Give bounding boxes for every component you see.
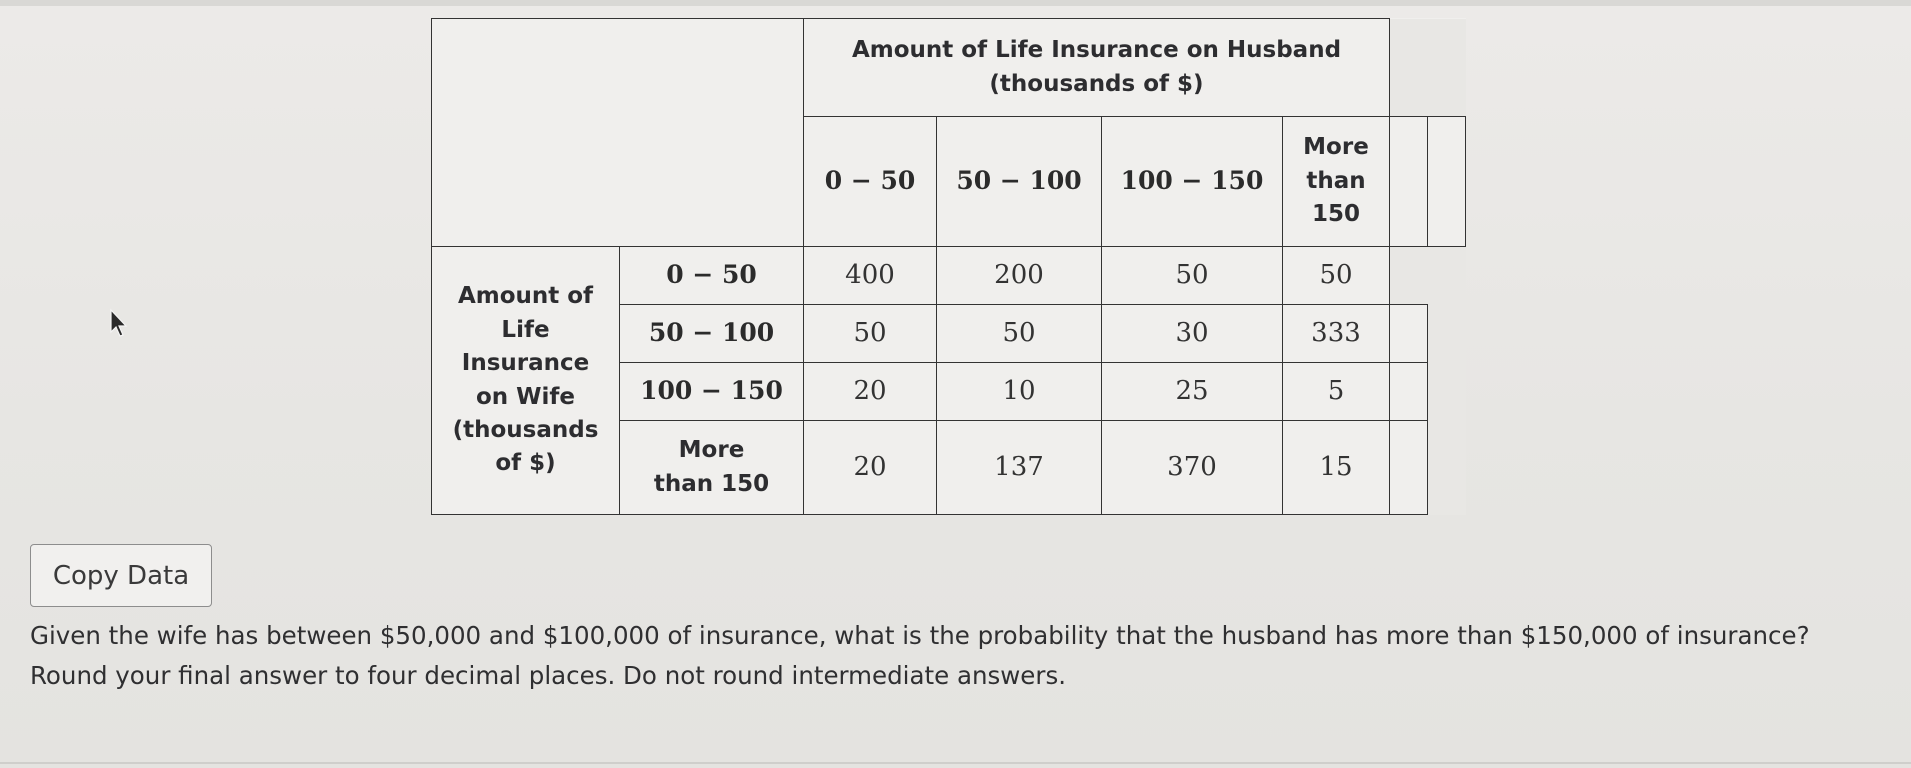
row-filler-cell	[1428, 305, 1466, 363]
row-header-line1: Amount of	[457, 283, 594, 310]
column-header-title-line1: Amount of Life Insurance on Husband	[851, 37, 1342, 64]
row-filler-cell	[1428, 421, 1466, 515]
col-header-more-line1: More	[1303, 134, 1369, 161]
row-header-line3: Insurance	[461, 350, 590, 377]
row-header-line5: (thousands	[452, 416, 599, 443]
question-text	[30, 616, 1890, 696]
col-header-0-50: 0 − 50	[804, 117, 937, 247]
corner-cell	[432, 19, 804, 247]
table-cell: 20	[804, 363, 937, 421]
column-header-title	[804, 19, 1390, 117]
row-header-0-50: 0 − 50	[620, 247, 804, 305]
table-cell: 333	[1283, 305, 1390, 363]
column-header-title-line2: (thousands of $)	[989, 70, 1204, 97]
table-cell: 10	[937, 363, 1102, 421]
mouse-cursor-icon	[109, 308, 131, 338]
col-header-50-100: 50 − 100	[937, 117, 1102, 247]
table-cell: 20	[804, 421, 937, 515]
table-cell: 30	[1102, 305, 1283, 363]
table-cell: 50	[1102, 247, 1283, 305]
contingency-table	[431, 18, 1466, 515]
question-line2: Round your final answer to four decimal places. Do not round intermediate answers.	[30, 661, 1066, 690]
copy-data-button[interactable]: Copy Data	[30, 544, 212, 607]
empty-column-cell	[1428, 117, 1466, 247]
col-header-100-150: 100 − 150	[1102, 117, 1283, 247]
row-header-more-line1: More	[678, 437, 745, 464]
header-filler-cell	[1390, 19, 1466, 117]
table-cell: 50	[804, 305, 937, 363]
empty-column-cell	[1390, 363, 1428, 421]
row-header-more-than-150	[620, 421, 804, 515]
table-cell: 400	[804, 247, 937, 305]
row-header-50-100: 50 − 100	[620, 305, 804, 363]
table-cell: 5	[1283, 363, 1390, 421]
table-cell: 50	[1283, 247, 1390, 305]
table-cell: 25	[1102, 363, 1283, 421]
table-cell: 50	[937, 305, 1102, 363]
col-header-more-line3: 150	[1311, 201, 1360, 228]
row-header-more-line2: than 150	[653, 470, 770, 497]
row-header-title	[432, 247, 620, 515]
row-header-line6: of $)	[495, 450, 556, 477]
row-header-line4: on Wife	[475, 383, 576, 410]
row-header-line2: Life	[501, 316, 550, 343]
bottom-divider	[0, 762, 1911, 764]
table-cell: 137	[937, 421, 1102, 515]
empty-column-cell	[1390, 117, 1428, 247]
empty-column-cell	[1390, 421, 1428, 515]
col-header-more-than-150	[1283, 117, 1390, 247]
row-filler-cell	[1428, 363, 1466, 421]
table-cell: 15	[1283, 421, 1390, 515]
table-cell: 200	[937, 247, 1102, 305]
top-edge	[0, 0, 1911, 6]
question-line1: Given the wife has between $50,000 and $100,000 of insurance, what is the probability that the husband has more than $150,000 of insurance?	[30, 621, 1810, 650]
table-cell: 370	[1102, 421, 1283, 515]
col-header-more-line2: than	[1306, 167, 1366, 194]
row-header-100-150: 100 − 150	[620, 363, 804, 421]
empty-column-cell	[1390, 305, 1428, 363]
row-filler-cell	[1390, 247, 1466, 305]
